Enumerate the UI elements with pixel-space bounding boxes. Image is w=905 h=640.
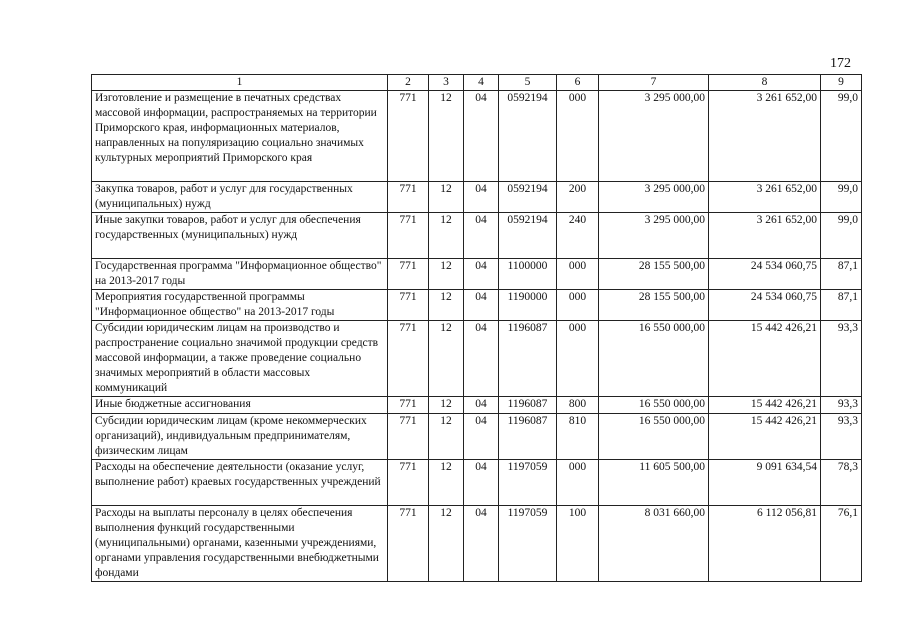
cell-c3: 12 xyxy=(429,213,464,259)
cell-c5: 1100000 xyxy=(499,259,557,290)
cell-c6: 000 xyxy=(557,259,599,290)
cell-c9: 76,1 xyxy=(821,506,862,582)
cell-c4: 04 xyxy=(464,506,499,582)
cell-c4: 04 xyxy=(464,290,499,321)
table-row xyxy=(92,506,862,582)
cell-c4: 04 xyxy=(464,182,499,213)
column-header: 8 xyxy=(709,75,821,91)
row-name: Мероприятия государственной программы "Информационное общество" на 2013-2017 годы xyxy=(92,290,388,321)
row-name: Иные закупки товаров, работ и услуг для обеспечения государственных (муниципальных) нужд xyxy=(92,213,388,259)
cell-c8: 15 442 426,21 xyxy=(709,414,821,460)
cell-c5: 1197059 xyxy=(499,506,557,582)
cell-c5: 0592194 xyxy=(499,213,557,259)
cell-c4: 04 xyxy=(464,259,499,290)
table-header-row xyxy=(92,75,862,91)
cell-c7: 3 295 000,00 xyxy=(599,213,709,259)
cell-c2: 771 xyxy=(388,321,429,397)
cell-c9: 87,1 xyxy=(821,290,862,321)
cell-c3: 12 xyxy=(429,91,464,182)
cell-c2: 771 xyxy=(388,182,429,213)
cell-c7: 28 155 500,00 xyxy=(599,259,709,290)
table-row xyxy=(92,290,862,321)
column-header: 1 xyxy=(92,75,388,91)
cell-c3: 12 xyxy=(429,414,464,460)
table-row xyxy=(92,321,862,397)
cell-c2: 771 xyxy=(388,397,429,414)
cell-c7: 11 605 500,00 xyxy=(599,460,709,506)
cell-c8: 15 442 426,21 xyxy=(709,321,821,397)
cell-c7: 16 550 000,00 xyxy=(599,414,709,460)
cell-c2: 771 xyxy=(388,460,429,506)
column-header: 3 xyxy=(429,75,464,91)
cell-c8: 3 261 652,00 xyxy=(709,213,821,259)
row-name: Государственная программа "Информационное общество" на 2013-2017 годы xyxy=(92,259,388,290)
row-name: Иные бюджетные ассигнования xyxy=(92,397,388,414)
column-header: 6 xyxy=(557,75,599,91)
row-name: Расходы на обеспечение деятельности (оказание услуг, выполнение работ) краевых государственных учреждений xyxy=(92,460,388,506)
cell-c6: 810 xyxy=(557,414,599,460)
cell-c2: 771 xyxy=(388,506,429,582)
cell-c9: 78,3 xyxy=(821,460,862,506)
cell-c4: 04 xyxy=(464,414,499,460)
cell-c6: 000 xyxy=(557,321,599,397)
cell-c6: 000 xyxy=(557,290,599,321)
cell-c9: 87,1 xyxy=(821,259,862,290)
cell-c4: 04 xyxy=(464,321,499,397)
cell-c2: 771 xyxy=(388,290,429,321)
table-row xyxy=(92,259,862,290)
row-name: Субсидии юридическим лицам на производство и распространение социально значимой продукции средств массовой информации, а также проведение социально значимых мероприятий в области массовых коммуникаций xyxy=(92,321,388,397)
cell-c5: 1196087 xyxy=(499,321,557,397)
cell-c3: 12 xyxy=(429,259,464,290)
column-header: 2 xyxy=(388,75,429,91)
cell-c5: 1196087 xyxy=(499,414,557,460)
table-row xyxy=(92,397,862,414)
page-number: 172 xyxy=(830,56,851,71)
cell-c7: 8 031 660,00 xyxy=(599,506,709,582)
cell-c6: 240 xyxy=(557,213,599,259)
column-header: 9 xyxy=(821,75,862,91)
table-row xyxy=(92,213,862,259)
cell-c3: 12 xyxy=(429,506,464,582)
table-row xyxy=(92,91,862,182)
cell-c9: 93,3 xyxy=(821,321,862,397)
cell-c8: 24 534 060,75 xyxy=(709,259,821,290)
table-row xyxy=(92,414,862,460)
cell-c4: 04 xyxy=(464,213,499,259)
cell-c9: 99,0 xyxy=(821,213,862,259)
column-header: 7 xyxy=(599,75,709,91)
cell-c7: 16 550 000,00 xyxy=(599,397,709,414)
cell-c8: 9 091 634,54 xyxy=(709,460,821,506)
cell-c2: 771 xyxy=(388,213,429,259)
cell-c2: 771 xyxy=(388,91,429,182)
row-name: Изготовление и размещение в печатных средствах массовой информации, распространяемых на территории Приморского края, информационных материалов, направленных на популяризацию социально значимых культурных мероприятий Приморского края xyxy=(92,91,388,182)
cell-c3: 12 xyxy=(429,397,464,414)
cell-c6: 800 xyxy=(557,397,599,414)
cell-c8: 3 261 652,00 xyxy=(709,182,821,213)
cell-c8: 3 261 652,00 xyxy=(709,91,821,182)
table-row xyxy=(92,182,862,213)
cell-c5: 0592194 xyxy=(499,91,557,182)
row-name: Субсидии юридическим лицам (кроме некоммерческих организаций), индивидуальным предпринимателям, физическим лицам xyxy=(92,414,388,460)
cell-c5: 1190000 xyxy=(499,290,557,321)
cell-c5: 1197059 xyxy=(499,460,557,506)
cell-c6: 000 xyxy=(557,460,599,506)
cell-c6: 100 xyxy=(557,506,599,582)
cell-c3: 12 xyxy=(429,182,464,213)
cell-c6: 000 xyxy=(557,91,599,182)
row-name: Расходы на выплаты персоналу в целях обеспечения выполнения функций государственными (муниципальными) органами, казенными учреждениями, органами управления государственными внебюджетными фондами xyxy=(92,506,388,582)
cell-c7: 3 295 000,00 xyxy=(599,91,709,182)
budget-table xyxy=(91,74,862,582)
cell-c9: 99,0 xyxy=(821,91,862,182)
cell-c7: 16 550 000,00 xyxy=(599,321,709,397)
cell-c3: 12 xyxy=(429,321,464,397)
cell-c4: 04 xyxy=(464,460,499,506)
cell-c7: 3 295 000,00 xyxy=(599,182,709,213)
cell-c2: 771 xyxy=(388,414,429,460)
cell-c5: 0592194 xyxy=(499,182,557,213)
row-name: Закупка товаров, работ и услуг для государственных (муниципальных) нужд xyxy=(92,182,388,213)
cell-c8: 15 442 426,21 xyxy=(709,397,821,414)
cell-c7: 28 155 500,00 xyxy=(599,290,709,321)
cell-c3: 12 xyxy=(429,290,464,321)
cell-c6: 200 xyxy=(557,182,599,213)
cell-c9: 99,0 xyxy=(821,182,862,213)
cell-c4: 04 xyxy=(464,397,499,414)
table-row xyxy=(92,460,862,506)
cell-c9: 93,3 xyxy=(821,414,862,460)
cell-c8: 24 534 060,75 xyxy=(709,290,821,321)
column-header: 5 xyxy=(499,75,557,91)
cell-c5: 1196087 xyxy=(499,397,557,414)
cell-c2: 771 xyxy=(388,259,429,290)
cell-c4: 04 xyxy=(464,91,499,182)
column-header: 4 xyxy=(464,75,499,91)
cell-c3: 12 xyxy=(429,460,464,506)
cell-c8: 6 112 056,81 xyxy=(709,506,821,582)
cell-c9: 93,3 xyxy=(821,397,862,414)
